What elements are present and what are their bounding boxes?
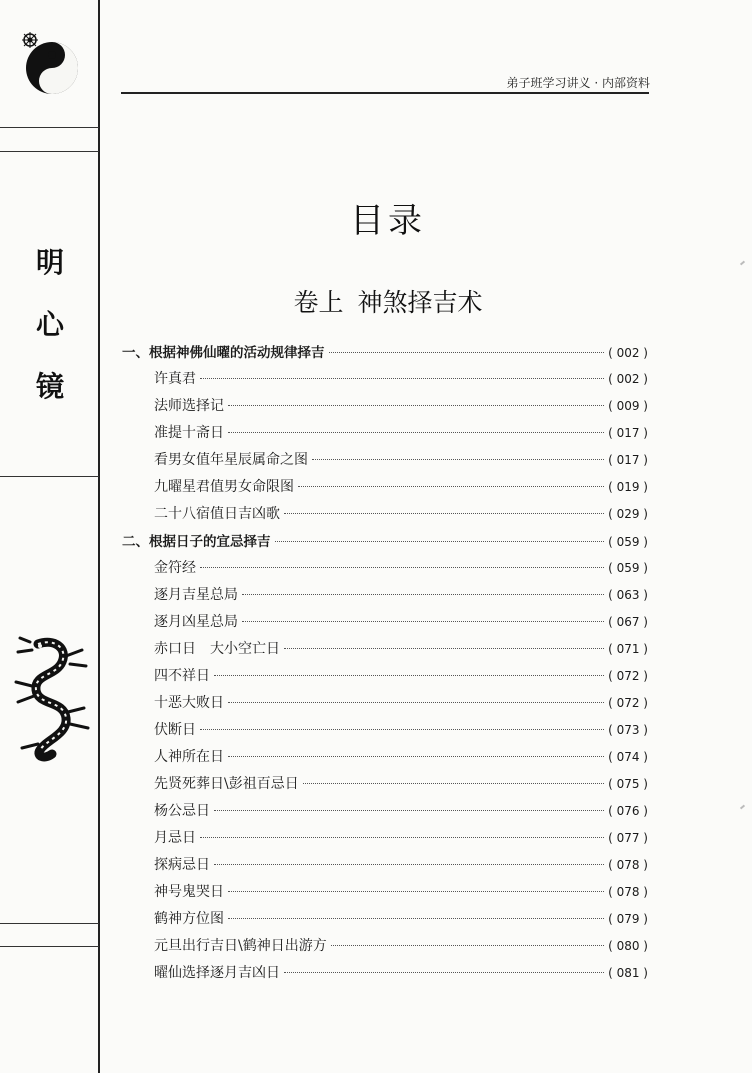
toc-entry-title: 十恶大败日 [154,695,224,711]
volume-subject: 神煞择吉术 [357,288,483,317]
sidebar-rule-4 [0,923,99,924]
volume-label: 卷上 [293,288,344,317]
toc-dot-leader [228,755,604,757]
toc-page-number: ( 078 ) [608,858,648,872]
toc-entry-row[interactable] [122,395,648,422]
toc-dot-leader [200,377,604,379]
toc-page-number: ( 075 ) [608,777,648,791]
spine-char-2: 心 [35,308,64,341]
table-of-contents [122,341,648,989]
toc-page-number: ( 017 ) [608,453,648,467]
toc-entry-row[interactable] [122,773,648,800]
toc-entry-row[interactable] [122,422,648,449]
toc-entry-title: 探病忌日 [154,857,210,873]
toc-entry-title: 先贤死葬日\彭祖百忌日 [154,776,299,792]
volume-title [0,283,752,319]
toc-dot-leader [214,863,604,865]
toc-dot-leader [242,593,604,595]
toc-entry-title: 元旦出行吉日\鹤神日出游方 [154,938,327,954]
toc-dot-leader [200,836,604,838]
header-rule [121,92,649,94]
page-title: 目录 [350,201,426,241]
toc-entry-title: 法师选择记 [154,398,224,414]
toc-entry-title: 二十八宿值日吉凶歌 [154,506,280,522]
sidebar-rule-5 [0,946,99,947]
toc-entry-row[interactable] [122,638,648,665]
toc-entry-title: 赤口日 大小空亡日 [154,641,280,657]
toc-page-number: ( 079 ) [608,912,648,926]
toc-entry-title: 九曜星君值男女命限图 [154,479,294,495]
spine-title [30,232,70,418]
toc-page-number: ( 072 ) [608,696,648,710]
toc-dot-leader [228,890,604,892]
toc-entry-row[interactable] [122,962,648,989]
toc-entry-row[interactable] [122,800,648,827]
toc-entry-row[interactable] [122,449,648,476]
toc-entry-title: 看男女值年星辰属命之图 [154,452,308,468]
toc-page-number: ( 081 ) [608,966,648,980]
toc-entry-title: 月忌日 [154,830,196,846]
toc-entry-title: 杨公忌日 [154,803,210,819]
toc-dot-leader [284,971,604,973]
toc-page-number: ( 077 ) [608,831,648,845]
scan-mark [740,805,745,810]
toc-dot-leader [242,620,604,622]
toc-page-number: ( 067 ) [608,615,648,629]
toc-entry-row[interactable] [122,935,648,962]
scan-mark [740,261,745,266]
toc-entry-title: 鹤神方位图 [154,911,224,927]
toc-entry-row[interactable] [122,665,648,692]
toc-page-number: ( 078 ) [608,885,648,899]
toc-entry-row[interactable] [122,368,648,395]
toc-entry-row[interactable] [122,854,648,881]
toc-entry-row[interactable] [122,503,648,530]
toc-page-number: ( 029 ) [608,507,648,521]
toc-entry-title: 二、根据日子的宜忌择吉 [122,534,271,550]
toc-entry-title: 许真君 [154,371,196,387]
toc-page-number: ( 002 ) [608,346,648,360]
toc-entry-title: 曜仙选择逐月吉凶日 [154,965,280,981]
sidebar-rule-2 [0,151,99,152]
toc-dot-leader [228,404,604,406]
toc-dot-leader [275,540,605,542]
toc-page-number: ( 073 ) [608,723,648,737]
spine-char-3: 镜 [35,370,64,403]
toc-entry-title: 金符经 [154,560,196,576]
toc-dot-leader [228,701,604,703]
spine-char-1: 明 [35,246,64,279]
toc-entry-title: 逐月凶星总局 [154,614,238,630]
toc-section-row[interactable] [122,341,648,368]
toc-entry-row[interactable] [122,746,648,773]
toc-page-number: ( 019 ) [608,480,648,494]
toc-entry-row[interactable] [122,881,648,908]
toc-dot-leader [214,674,604,676]
toc-page-number: ( 002 ) [608,372,648,386]
toc-dot-leader [228,917,604,919]
toc-entry-row[interactable] [122,476,648,503]
sidebar-divider [98,0,100,1073]
toc-dot-leader [312,458,604,460]
toc-entry-row[interactable] [122,908,648,935]
toc-dot-leader [284,647,604,649]
toc-dot-leader [284,512,604,514]
toc-entry-title: 伏断日 [154,722,196,738]
toc-dot-leader [298,485,604,487]
toc-dot-leader [200,728,604,730]
toc-dot-leader [214,809,604,811]
header-note: 弟子班学习讲义 · 内部资料 [506,76,650,90]
toc-page-number: ( 071 ) [608,642,648,656]
toc-page-number: ( 072 ) [608,669,648,683]
toc-dot-leader [200,566,604,568]
toc-page-number: ( 080 ) [608,939,648,953]
toc-entry-title: 人神所在日 [154,749,224,765]
sidebar-rule-1 [0,127,99,128]
toc-dot-leader [329,351,605,353]
toc-entry-title: 四不祥日 [154,668,210,684]
taiji-logo-icon [16,30,82,96]
toc-entry-title: 一、根据神佛仙曜的活动规律择吉 [122,345,325,361]
toc-dot-leader [228,431,604,433]
toc-page-number: ( 063 ) [608,588,648,602]
toc-page-number: ( 059 ) [608,535,648,549]
dragon-ornament-icon [10,636,92,762]
toc-page-number: ( 076 ) [608,804,648,818]
toc-dot-leader [303,782,604,784]
toc-entry-row[interactable] [122,557,648,584]
toc-entry-row[interactable] [122,827,648,854]
toc-page-number: ( 017 ) [608,426,648,440]
toc-section-row[interactable] [122,530,648,557]
toc-entry-row[interactable] [122,692,648,719]
toc-dot-leader [331,944,604,946]
toc-entry-title: 准提十斋日 [154,425,224,441]
toc-page-number: ( 009 ) [608,399,648,413]
toc-page-number: ( 074 ) [608,750,648,764]
toc-entry-title: 逐月吉星总局 [154,587,238,603]
toc-entry-title: 神号鬼哭日 [154,884,224,900]
toc-entry-row[interactable] [122,611,648,638]
toc-page-number: ( 059 ) [608,561,648,575]
sidebar-rule-3 [0,476,99,477]
toc-entry-row[interactable] [122,584,648,611]
toc-entry-row[interactable] [122,719,648,746]
